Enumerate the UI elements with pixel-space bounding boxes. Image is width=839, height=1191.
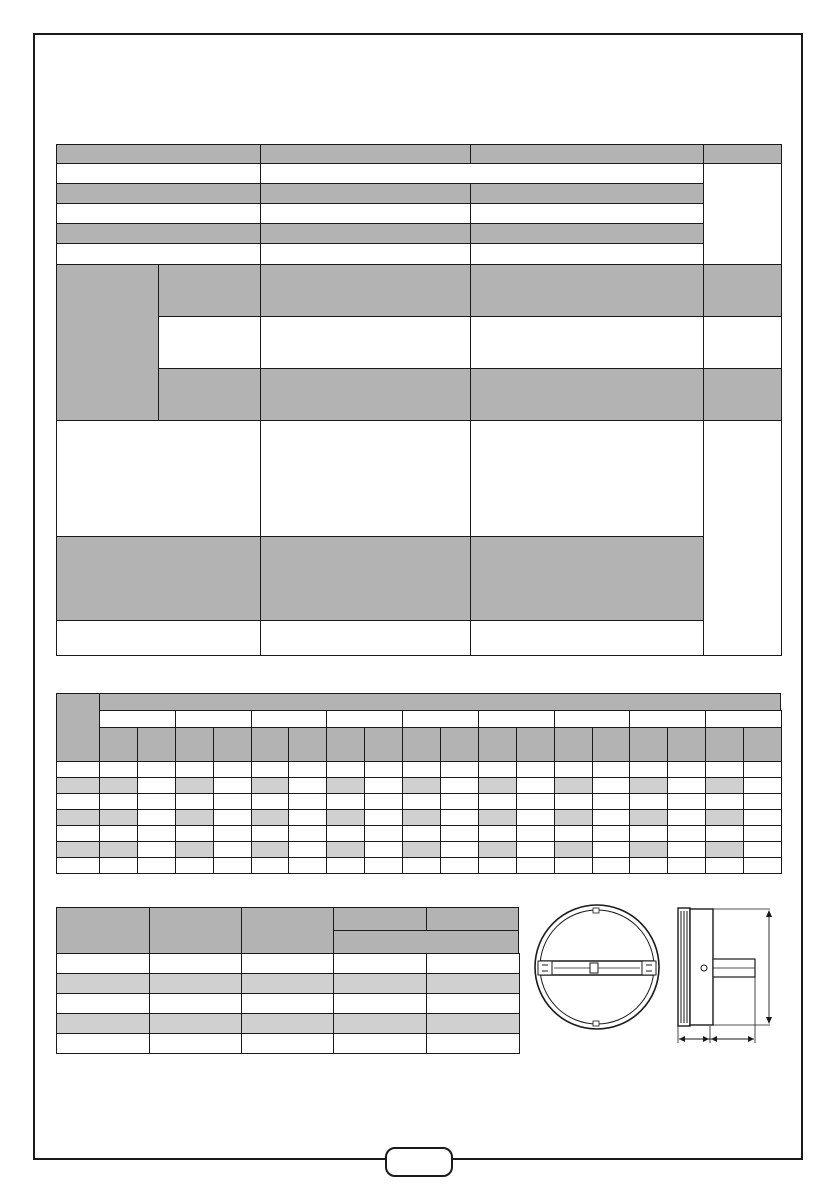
perf-cell [213, 809, 252, 826]
perf-cell [705, 727, 744, 762]
dim-cell [149, 953, 242, 974]
perf-cell [175, 727, 214, 762]
perf-cell [175, 857, 214, 874]
perf-cell [251, 761, 290, 778]
spec-header-cell [470, 144, 704, 164]
dim-cell [149, 1033, 242, 1054]
dim-cell [333, 1013, 427, 1034]
perf-cell [99, 841, 138, 858]
perf-cell [326, 825, 365, 842]
perf-cell [629, 825, 668, 842]
perf-cell [56, 693, 100, 762]
perf-cell [326, 841, 365, 858]
perf-cell [478, 777, 517, 794]
perf-cell [743, 727, 782, 762]
perf-cell [667, 761, 706, 778]
perf-cell [137, 793, 176, 810]
perf-cell [629, 841, 668, 858]
perf-cell [554, 809, 593, 826]
spec-header-cell [56, 144, 261, 164]
spec-cell [470, 183, 704, 204]
perf-cell [629, 777, 668, 794]
spec-cell [470, 223, 704, 244]
perf-cell [554, 710, 631, 728]
dim-cell [333, 973, 427, 994]
spec-cell [260, 620, 471, 656]
perf-cell [478, 710, 555, 728]
perf-cell [56, 841, 100, 858]
perf-cell [402, 825, 441, 842]
spec-cell [260, 420, 471, 537]
perf-cell [516, 761, 555, 778]
perf-cell [743, 841, 782, 858]
perf-cell [137, 809, 176, 826]
perf-cell [402, 727, 441, 762]
perf-cell [364, 857, 403, 874]
spec-cell [56, 223, 261, 244]
perf-cell [99, 727, 138, 762]
perf-cell [743, 857, 782, 874]
dim-cell [56, 973, 150, 994]
perf-cell [478, 825, 517, 842]
dim-cell [333, 953, 427, 974]
perf-cell [137, 857, 176, 874]
perf-cell [667, 809, 706, 826]
spec-cell [56, 420, 261, 537]
perf-cell [440, 809, 479, 826]
perf-cell [99, 793, 138, 810]
perf-cell [213, 761, 252, 778]
perf-cell [705, 777, 744, 794]
dim-cell [426, 993, 520, 1014]
perf-cell [516, 793, 555, 810]
perf-cell [440, 727, 479, 762]
spec-cell [470, 264, 704, 317]
perf-cell [251, 825, 290, 842]
perf-cell [288, 809, 327, 826]
spec-cell [158, 368, 261, 421]
perf-cell [629, 793, 668, 810]
dim-cell [56, 1013, 150, 1034]
perf-cell [137, 761, 176, 778]
perf-cell [592, 809, 631, 826]
perf-cell [705, 710, 782, 728]
perf-cell [440, 777, 479, 794]
dim-header-cell [241, 907, 334, 954]
perf-cell [629, 857, 668, 874]
perf-cell [288, 727, 327, 762]
dim-cell [56, 1033, 150, 1054]
spec-cell [158, 316, 261, 369]
perf-cell [364, 793, 403, 810]
perf-cell [56, 809, 100, 826]
dim-cell [241, 953, 334, 974]
spec-cell [703, 316, 782, 369]
perf-cell [402, 761, 441, 778]
perf-cell [137, 825, 176, 842]
spec-cell [260, 368, 471, 421]
perf-cell [175, 710, 252, 728]
perf-cell [56, 825, 100, 842]
spec-cell [470, 243, 704, 265]
spec-cell [56, 163, 261, 184]
perf-cell [629, 727, 668, 762]
dim-cell [56, 953, 150, 974]
dim-cell [241, 973, 334, 994]
perf-cell [440, 761, 479, 778]
perf-cell [251, 841, 290, 858]
perf-cell [213, 841, 252, 858]
perf-cell [99, 857, 138, 874]
perf-cell [251, 793, 290, 810]
dim-cell [426, 1033, 520, 1054]
perf-cell [364, 761, 403, 778]
spec-cell [56, 243, 261, 265]
spec-cell [56, 620, 261, 656]
perf-cell [592, 777, 631, 794]
spec-cell [703, 368, 782, 421]
perf-cell [288, 793, 327, 810]
dim-header-cell [149, 907, 242, 954]
perf-cell [99, 761, 138, 778]
perf-cell [137, 777, 176, 794]
dim-cell [333, 1033, 427, 1054]
perf-cell [592, 841, 631, 858]
perf-cell [288, 761, 327, 778]
spec-cell [158, 264, 261, 317]
spec-cell [260, 243, 471, 265]
perf-cell [137, 727, 176, 762]
perf-cell [175, 777, 214, 794]
perf-cell [137, 841, 176, 858]
perf-cell [705, 841, 744, 858]
perf-cell [667, 841, 706, 858]
spec-cell [260, 316, 471, 369]
dim-cell [149, 993, 242, 1014]
perf-cell [667, 857, 706, 874]
perf-cell [554, 793, 593, 810]
perf-cell [402, 777, 441, 794]
spec-cell [470, 203, 704, 224]
perf-cell [667, 825, 706, 842]
perf-cell [326, 727, 365, 762]
spec-cell [260, 264, 471, 317]
perf-cell [440, 825, 479, 842]
perf-cell [56, 793, 100, 810]
perf-cell [56, 761, 100, 778]
perf-cell [705, 809, 744, 826]
perf-cell [667, 727, 706, 762]
dim-cell [241, 993, 334, 1014]
perf-cell [516, 857, 555, 874]
perf-cell [592, 793, 631, 810]
perf-cell [175, 761, 214, 778]
dim-cell [426, 1013, 520, 1034]
perf-cell [743, 761, 782, 778]
perf-cell [288, 841, 327, 858]
spec-cell [56, 264, 159, 421]
perf-cell [629, 710, 706, 728]
perf-cell [326, 809, 365, 826]
perf-cell [99, 710, 176, 728]
perf-cell [554, 825, 593, 842]
perf-cell [592, 727, 631, 762]
perf-cell [99, 693, 781, 711]
perf-cell [326, 777, 365, 794]
spec-header-cell [260, 144, 471, 164]
spec-cell [470, 316, 704, 369]
perf-cell [99, 777, 138, 794]
perf-cell [288, 777, 327, 794]
perf-cell [478, 761, 517, 778]
spec-cell [56, 203, 261, 224]
dim-cell [149, 973, 242, 994]
spec-header-cell [703, 144, 782, 164]
spec-cell [470, 536, 704, 621]
dim-cell [426, 973, 520, 994]
perf-cell [364, 809, 403, 826]
perf-cell [402, 857, 441, 874]
dim-header-cell [333, 907, 427, 931]
spec-cell [56, 536, 261, 621]
perf-cell [743, 777, 782, 794]
dim-header-cell [56, 907, 150, 954]
perf-cell [56, 857, 100, 874]
page-number-box [385, 1147, 453, 1177]
dim-cell [333, 993, 427, 1014]
dim-cell [241, 1033, 334, 1054]
perf-cell [743, 825, 782, 842]
perf-cell [440, 857, 479, 874]
perf-cell [516, 841, 555, 858]
dim-header-cell [426, 907, 519, 931]
perf-cell [667, 777, 706, 794]
perf-cell [175, 825, 214, 842]
spec-cell [470, 620, 704, 656]
perf-cell [743, 809, 782, 826]
perf-cell [592, 825, 631, 842]
perf-cell [478, 857, 517, 874]
dim-cell [56, 993, 150, 1014]
perf-cell [288, 825, 327, 842]
perf-cell [251, 857, 290, 874]
perf-cell [213, 825, 252, 842]
perf-cell [516, 777, 555, 794]
spec-cell [260, 203, 471, 224]
perf-cell [554, 761, 593, 778]
perf-cell [554, 841, 593, 858]
perf-cell [326, 857, 365, 874]
perf-cell [402, 809, 441, 826]
perf-cell [592, 761, 631, 778]
perf-cell [478, 793, 517, 810]
perf-cell [364, 777, 403, 794]
spec-cell [703, 163, 782, 265]
perf-cell [99, 809, 138, 826]
perf-cell [629, 761, 668, 778]
dim-header-cell [333, 930, 519, 954]
perf-cell [554, 857, 593, 874]
perf-cell [440, 841, 479, 858]
spec-cell [703, 420, 782, 656]
perf-cell [175, 841, 214, 858]
perf-cell [213, 777, 252, 794]
perf-cell [364, 825, 403, 842]
perf-cell [326, 761, 365, 778]
spec-cell [56, 183, 261, 204]
perf-cell [554, 777, 593, 794]
spec-cell [260, 163, 704, 184]
perf-cell [516, 727, 555, 762]
perf-cell [175, 809, 214, 826]
perf-cell [554, 727, 593, 762]
perf-cell [705, 793, 744, 810]
perf-cell [251, 809, 290, 826]
perf-cell [478, 841, 517, 858]
perf-cell [213, 857, 252, 874]
dim-cell [241, 1013, 334, 1034]
perf-cell [592, 857, 631, 874]
damper-side-view [668, 905, 780, 1047]
perf-cell [402, 841, 441, 858]
perf-cell [478, 727, 517, 762]
perf-cell [402, 793, 441, 810]
spec-cell [260, 223, 471, 244]
perf-cell [743, 793, 782, 810]
dim-cell [426, 953, 520, 974]
perf-cell [705, 857, 744, 874]
spec-cell [260, 183, 471, 204]
perf-cell [629, 809, 668, 826]
perf-cell [440, 793, 479, 810]
spec-cell [260, 536, 471, 621]
perf-cell [251, 777, 290, 794]
perf-cell [175, 793, 214, 810]
perf-cell [364, 841, 403, 858]
perf-cell [99, 825, 138, 842]
perf-cell [705, 761, 744, 778]
perf-cell [667, 793, 706, 810]
perf-cell [364, 727, 403, 762]
dim-cell [149, 1013, 242, 1034]
perf-cell [478, 809, 517, 826]
perf-cell [56, 777, 100, 794]
perf-cell [251, 710, 328, 728]
perf-cell [402, 710, 479, 728]
damper-front-view [528, 895, 668, 1045]
perf-cell [705, 825, 744, 842]
spec-cell [703, 264, 782, 317]
perf-cell [213, 727, 252, 762]
perf-cell [326, 793, 365, 810]
perf-cell [251, 727, 290, 762]
perf-cell [288, 857, 327, 874]
perf-cell [516, 825, 555, 842]
perf-cell [516, 809, 555, 826]
perf-cell [213, 793, 252, 810]
perf-cell [326, 710, 403, 728]
spec-cell [470, 368, 704, 421]
spec-cell [470, 420, 704, 537]
